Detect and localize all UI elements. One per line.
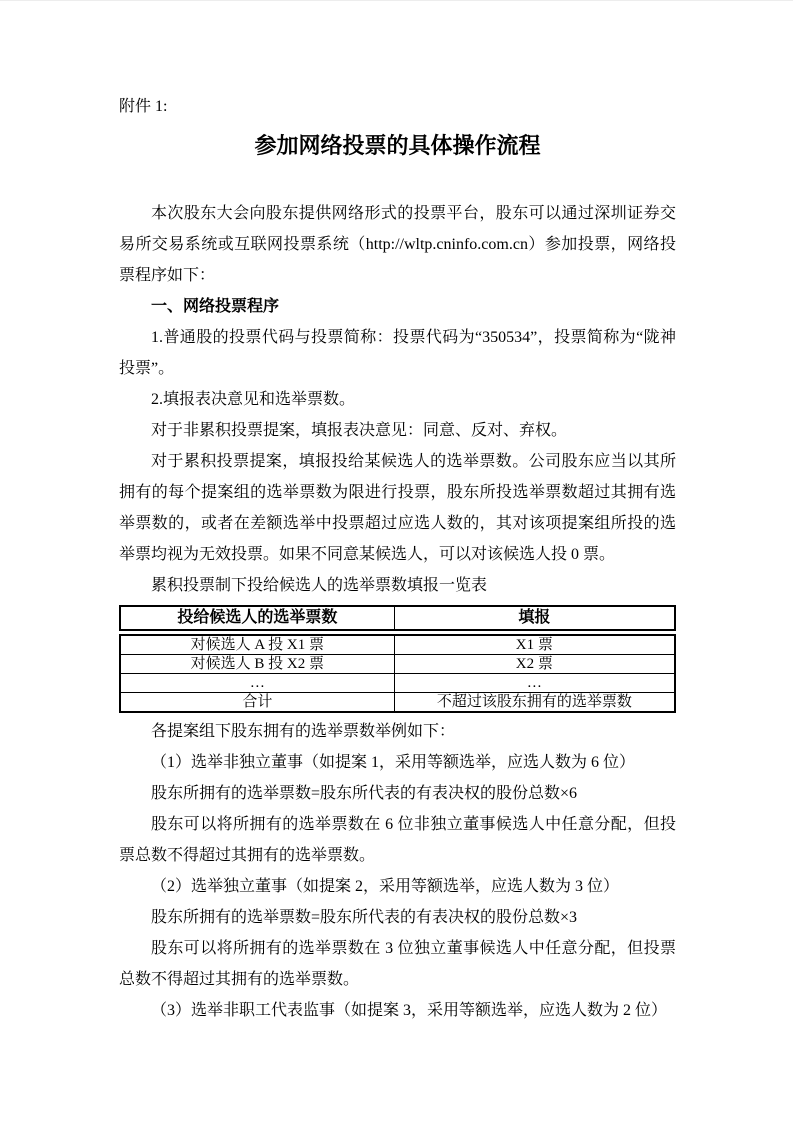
- voting-code-paragraph: 1.普通股的投票代码与投票简称：投票代码为“350534”，投票简称为“陇神投票”。: [119, 329, 676, 377]
- table-cell: 对候选人 B 投 X2 票: [120, 655, 394, 674]
- cumulative-paragraph: 对于累积投票提案，填报投给某候选人的选举票数。公司股东应当以其所拥有的每个提案组的选举票数为限进行投票，股东所投选举票数超过其拥有选举票数的，或者在差额选举中投票超过应选人数的，其对该项提案组所投的选举票均视为无效投票。如果不同意某候选人，可以对该候选人投 0 票。: [119, 453, 676, 563]
- table-row: [120, 633, 675, 655]
- table-cell: 合计: [120, 693, 394, 713]
- table-cell: X2 票: [394, 655, 675, 674]
- table-cell: X1 票: [394, 633, 675, 655]
- item2-formula-paragraph: 股东所拥有的选举票数=股东所代表的有表决权的股份总数×3: [151, 909, 578, 926]
- table-cell: …: [394, 674, 675, 693]
- item2-note-paragraph: 股东可以将所拥有的选举票数在 3 位独立董事候选人中任意分配，但投票总数不得超过其拥有的选举票数。: [119, 940, 676, 988]
- item3-heading-paragraph: （3）选举非职工代表监事（如提案 3，采用等额选举，应选人数为 2 位）: [151, 1002, 668, 1019]
- table-cell: 不超过该股东拥有的选举票数: [394, 693, 675, 713]
- cumulative-voting-table: [119, 605, 676, 713]
- table-cell: 对候选人 A 投 X1 票: [120, 633, 394, 655]
- table-row: [120, 674, 675, 693]
- item1-formula-paragraph: 股东所拥有的选举票数=股东所代表的有表决权的股份总数×6: [151, 785, 578, 802]
- section-heading: 一、网络投票程序: [151, 298, 280, 315]
- table-header-fill: 填报: [394, 606, 675, 633]
- table-row: [120, 655, 675, 674]
- item2-heading-paragraph: （2）选举独立董事（如提案 2，采用等额选举，应选人数为 3 位）: [151, 878, 620, 895]
- intro-paragraph: 本次股东大会向股东提供网络形式的投票平台，股东可以通过深圳证券交易所交易系统或互联网投票系统（http://wltp.cninfo.com.cn）参加投票，网络投票程序如下：: [119, 205, 676, 284]
- item1-heading-paragraph: （1）选举非独立董事（如提案 1，采用等额选举，应选人数为 6 位）: [151, 754, 636, 771]
- attachment-label: 附件 1:: [119, 98, 168, 115]
- page-title: 参加网络投票的具体操作流程: [254, 133, 541, 158]
- table-caption: 累积投票制下投给候选人的选举票数填报一览表: [151, 577, 488, 594]
- table-header-row: [120, 606, 675, 633]
- non-cumulative-paragraph: 对于非累积投票提案，填报表决意见：同意、反对、弃权。: [151, 422, 568, 439]
- table-row: [120, 693, 675, 713]
- examples-intro-paragraph: 各提案组下股东拥有的选举票数举例如下：: [151, 723, 456, 740]
- fill-in-paragraph: 2.填报表决意见和选举票数。: [151, 391, 356, 408]
- table-cell: …: [120, 674, 394, 693]
- item1-note-paragraph: 股东可以将所拥有的选举票数在 6 位非独立董事候选人中任意分配，但投票总数不得超过其拥有的选举票数。: [119, 816, 676, 864]
- table-header-votes: 投给候选人的选举票数: [120, 606, 394, 633]
